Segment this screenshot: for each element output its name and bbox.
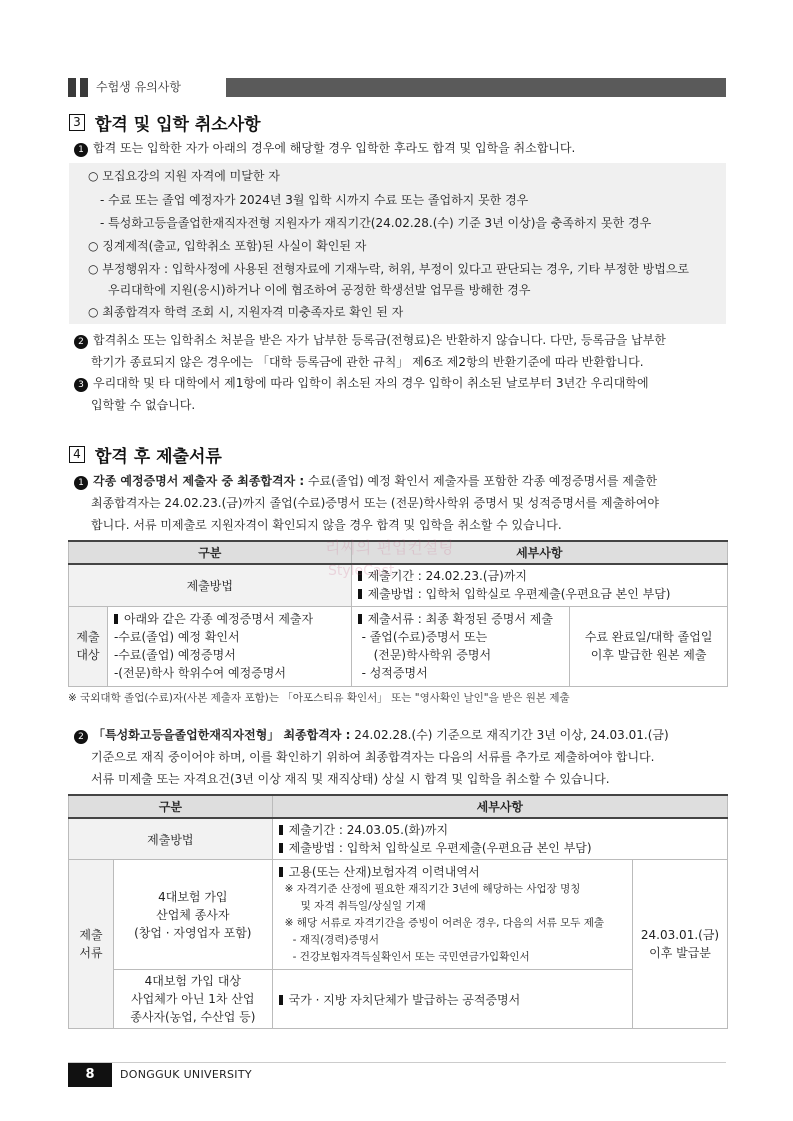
submission-table-2 — [68, 794, 728, 1029]
cell-text: 수료 완료일/대학 졸업일 — [584, 630, 713, 644]
header-bar — [68, 78, 726, 97]
square-bullet-icon — [358, 614, 362, 624]
cell-text: -(전문)학사 학위수여 예정증명서 — [113, 666, 286, 680]
table-cell — [633, 860, 728, 1029]
section3-number: 3 — [69, 114, 85, 131]
cell-text: 제출방법 : 입학처 입학실로 우편제출(우편요금 본인 부담) — [367, 587, 671, 602]
condition-item: ○ 부정행위자 : 입학사정에 사용된 전형자료에 기재누락, 허위, 부정이 있다고 판단되는 경우, 기타 부정한 방법으로 — [88, 262, 690, 276]
cell-text: (전문)학사학위 증명서 — [373, 648, 492, 662]
cell-text: 및 자격 취득일/상실일 기재 — [300, 900, 426, 912]
condition-item: ○ 모집요강의 지원 자격에 미달한 자 — [88, 169, 280, 183]
condition-item: ○ 징계제적(출교, 입학취소 포함)된 사실이 확인된 자 — [88, 239, 367, 253]
section4-para1 — [74, 470, 729, 536]
table-cell — [351, 564, 727, 606]
square-bullet-icon — [279, 843, 283, 853]
section4-title — [69, 442, 222, 467]
para-text: 서류 미제출 또는 자격요건(3년 이상 재직 및 재직상태) 상실 시 합격 및 입학을 취소할 수 있습니다. — [91, 772, 610, 786]
cell-text: ※ 해당 서류로 자격기간을 증빙이 어려운 경우, 다음의 서류 모두 제출 — [284, 917, 605, 929]
cell-text: 제출방법 : 입학처 입학실로 우편제출(우편요금 본인 부담) — [288, 841, 592, 855]
table-cell — [570, 606, 728, 686]
para-text: 입학할 수 없습니다. — [91, 398, 196, 412]
square-bullet-icon — [114, 614, 118, 624]
watermark: 리씨의 편입컨설팅 — [325, 538, 454, 557]
label-text: 제출 — [76, 630, 100, 644]
row-label — [69, 606, 108, 686]
table-header: 세부사항 — [272, 795, 727, 818]
label-text: 대상 — [76, 648, 100, 662]
condition-subitem: - 수료 또는 졸업 예정자가 2024년 3월 입학 시까지 수료 또는 졸업하지 못한 경우 — [100, 193, 529, 207]
footer — [68, 1062, 726, 1086]
condition-item-cont: 우리대학에 지원(응시)하거나 이에 협조하여 공정한 학생선발 업무를 방해한 경우 — [108, 283, 531, 297]
header-marker — [68, 78, 76, 97]
table-cell — [272, 818, 727, 860]
cell-text: - 성적증명서 — [361, 666, 428, 680]
square-bullet-icon — [279, 867, 283, 877]
para-bold: 「특성화고등을졸업한재직자전형」 최종합격자 : — [93, 728, 351, 742]
table-cell — [272, 970, 632, 1029]
row-label: 제출방법 — [69, 564, 352, 606]
footnote: ※ 국외대학 졸업(수료)자(사본 제출자 포함)는 「아포스티유 확인서」 또는 "영사확인 날인"을 받은 원본 제출 — [68, 692, 570, 704]
para-text: 합니다. 서류 미제출로 지원자격이 확인되지 않을 경우 합격 및 입학을 취소할 수 있습니다. — [91, 518, 562, 532]
header-label: 수험생 유의사항 — [96, 80, 181, 94]
cell-text: 고용(또는 산재)보험자격 이력내역서 — [288, 865, 480, 879]
section3-para1 — [74, 137, 729, 159]
para-text: 합격취소 또는 입학취소 처분을 받은 자가 납부한 등록금(전형료)은 반환하지 않습니다. 다만, 등록금을 납부한 — [93, 333, 666, 347]
cell-text: ※ 자격기준 산정에 필요한 재직기간 3년에 해당하는 사업장 명칭 — [284, 883, 581, 895]
condition-subitem: - 특성화고등을졸업한재직자전형 지원자가 재직기간(24.02.28.(수) 기준 3년 이상)을 충족하지 못한 경우 — [100, 216, 652, 230]
para-text: 기준으로 재직 중이어야 하며, 이를 확인하기 위하여 최종합격자는 다음의 서류를 추가로 제출하여야 합니다. — [91, 750, 655, 764]
cell-text: 제출기간 : 24.02.23.(금)까지 — [367, 569, 527, 584]
circle-number: 1 — [74, 476, 88, 490]
section4-number: 4 — [69, 446, 85, 463]
cell-text: - 재직(경력)증명서 — [292, 934, 379, 946]
circle-number: 2 — [74, 730, 88, 744]
cell-text: 4대보험 가입 — [158, 889, 228, 904]
table-cell — [272, 860, 632, 970]
table-header: 구분 — [69, 795, 273, 818]
cell-text: 4대보험 가입 대상 — [144, 974, 242, 988]
para-text: 최종합격자는 24.02.23.(금)까지 졸업(수료)증명서 또는 (전문)학사학위 증명서 및 성적증명서를 제출하여야 — [91, 496, 659, 510]
section4-para2 — [74, 724, 729, 790]
cell-text: 산업체 종사자 — [156, 907, 230, 922]
table-header: 구분 — [69, 541, 352, 564]
cell-text: -수료(졸업) 예정증명서 — [113, 648, 236, 662]
cell-text: 24.03.01.(금) — [640, 928, 720, 942]
cell-text: 아래와 같은 각종 예정증명서 제출자 — [123, 612, 314, 626]
para-bold: 각종 예정증명서 제출자 중 최종합격자 : — [93, 474, 305, 488]
header-marker — [80, 78, 88, 97]
label-text: 서류 — [79, 946, 103, 960]
square-bullet-icon — [279, 825, 283, 835]
page-number: 8 — [68, 1063, 112, 1087]
submission-table-1 — [68, 540, 728, 687]
cell-text: (창업 · 자영업자 포함) — [134, 925, 252, 940]
cell-text: -수료(졸업) 예정 확인서 — [113, 630, 240, 644]
circle-number: 3 — [74, 378, 88, 392]
section3-para2 — [74, 329, 729, 373]
cell-text: 제출기간 : 24.03.05.(화)까지 — [288, 823, 449, 837]
cell-text: - 건강보험자격득실확인서 또는 국민연금가입확인서 — [292, 951, 530, 963]
table-cell — [113, 860, 272, 970]
para-text: 우리대학 및 타 대학에서 제1항에 따라 입학이 취소된 자의 경우 입학이 취소된 날로부터 3년간 우리대학에 — [93, 376, 649, 390]
row-label: 제출방법 — [69, 818, 273, 860]
cell-text: 제출서류 : 최종 확정된 증명서 제출 — [367, 612, 553, 626]
cell-text: 종사자(농업, 수산업 등) — [130, 1010, 256, 1024]
section3-heading: 합격 및 입학 취소사항 — [95, 115, 261, 135]
circle-number: 1 — [74, 143, 88, 157]
cell-text: 국가 · 지방 자치단체가 발급하는 공적증명서 — [288, 992, 521, 1007]
section3-para3 — [74, 372, 729, 416]
cell-text: 이후 발급한 원본 제출 — [590, 648, 707, 662]
label-text: 제출 — [79, 928, 103, 942]
square-bullet-icon — [279, 995, 283, 1005]
watermark: StyleCast — [328, 563, 395, 579]
para-text: 합격 또는 입학한 자가 아래의 경우에 해당할 경우 입학한 후라도 합격 및 입학을 취소합니다. — [93, 141, 576, 155]
square-bullet-icon — [358, 589, 362, 599]
para-text: 수료(졸업) 예정 확인서 제출자를 포함한 각종 예정증명서를 제출한 — [304, 474, 658, 488]
para-text: 학기가 종료되지 않은 경우에는 「대학 등록금에 관한 규칙」 제6조 제2항의 반환기준에 따라 반환합니다. — [91, 355, 644, 369]
cell-text: 사업체가 아닌 1차 산업 — [131, 992, 255, 1006]
cell-text: 이후 발급분 — [649, 946, 711, 960]
section4-heading: 합격 후 제출서류 — [95, 447, 222, 467]
header-fill — [226, 78, 726, 97]
university-name: DONGGUK UNIVERSITY — [120, 1068, 252, 1081]
section3-title — [69, 110, 261, 135]
condition-item: ○ 최종합격자 학력 조회 시, 지원자격 미충족자로 확인 된 자 — [88, 305, 404, 319]
circle-number: 2 — [74, 335, 88, 349]
table-cell — [351, 606, 570, 686]
para-text: 24.02.28.(수) 기준으로 재직기간 3년 이상, 24.03.01.(금) — [350, 728, 669, 742]
cell-text: - 졸업(수료)증명서 또는 — [361, 630, 488, 644]
table-cell — [107, 606, 351, 686]
table-cell — [113, 970, 272, 1029]
row-label — [69, 860, 114, 1029]
table-header: 세부사항 — [351, 541, 727, 564]
